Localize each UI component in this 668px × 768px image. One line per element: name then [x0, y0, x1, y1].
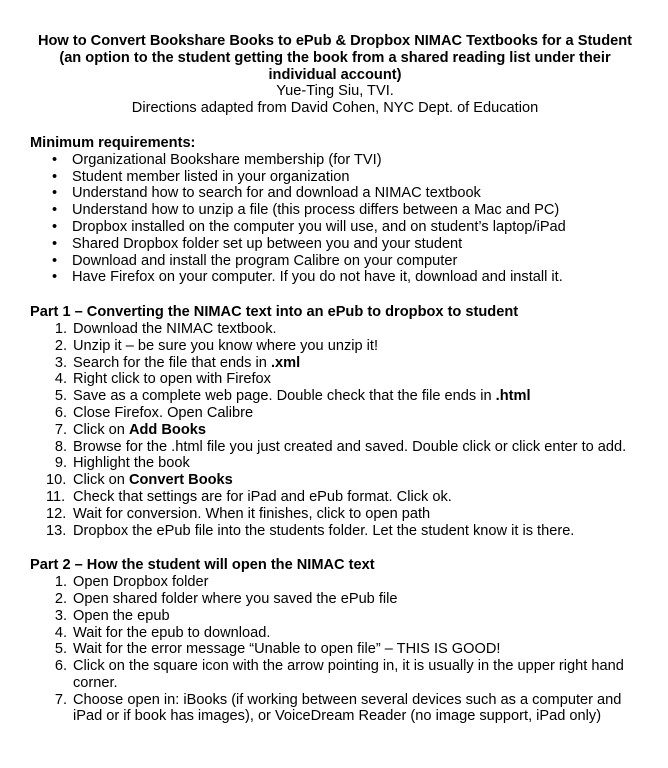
spacer — [30, 539, 640, 557]
step-text: Close Firefox. Open Calibre — [73, 404, 254, 421]
step-number: 13. — [46, 522, 67, 539]
step-text-line-2: corner. — [73, 674, 118, 691]
step-text-line-1: Choose open in: iBooks (if working between several devices such as a computer and — [73, 691, 622, 708]
step-item — [30, 472, 640, 489]
part2-heading: Part 2 – How the student will open the NIMAC text — [30, 557, 375, 574]
list-item-text: Dropbox installed on the computer you will use, and on student’s laptop/iPad — [72, 218, 566, 235]
step-text: Wait for conversion. When it finishes, click to open path — [73, 505, 431, 522]
bullet-icon: • — [52, 168, 58, 185]
bullet-icon: • — [52, 185, 58, 202]
step-item — [30, 388, 640, 405]
step-text: Click on — [73, 472, 129, 489]
step-item — [30, 658, 640, 692]
requirements-heading: Minimum requirements: — [30, 134, 196, 151]
step-text: Wait for the error message “Unable to open file” – THIS IS GOOD! — [73, 641, 501, 658]
step-text: Open shared folder where you saved the ePub file — [73, 590, 398, 607]
step-number: 6. — [54, 658, 67, 675]
step-text: Unzip it – be sure you know where you unzip it! — [73, 337, 379, 354]
step-text: Right click to open with Firefox — [73, 371, 271, 388]
part1-section — [30, 304, 640, 539]
step-number: 2. — [54, 337, 67, 354]
step-item — [30, 692, 640, 726]
step-number: 9. — [54, 455, 67, 472]
list-item — [30, 152, 640, 169]
requirements-section — [30, 135, 640, 286]
step-item — [30, 422, 640, 439]
spacer — [30, 117, 640, 135]
step-number: 1. — [54, 574, 67, 591]
list-item-text: Organizational Bookshare membership (for TVI) — [72, 151, 382, 168]
step-text-bold: Convert Books — [128, 472, 233, 489]
spacer — [30, 286, 640, 304]
step-number: 6. — [54, 404, 67, 421]
step-number: 3. — [54, 607, 67, 624]
step-text: Dropbox the ePub file into the students folder. Let the student know it is there. — [73, 522, 575, 539]
step-number: 5. — [54, 388, 67, 405]
title-line-2: (an option to the student getting the book from a shared reading list under their — [59, 49, 611, 66]
step-item — [30, 489, 640, 506]
step-number: 8. — [54, 438, 67, 455]
step-number: 5. — [54, 641, 67, 658]
step-item — [30, 523, 640, 540]
list-item-text: Student member listed in your organization — [72, 168, 350, 185]
step-text: Wait for the epub to download. — [73, 624, 271, 641]
part2-section — [30, 557, 640, 725]
bullet-icon: • — [52, 235, 58, 252]
bullet-icon: • — [52, 252, 58, 269]
list-item — [30, 236, 640, 253]
document-header — [30, 33, 640, 117]
title-line-1: How to Convert Bookshare Books to ePub & Dropbox NIMAC Textbooks for a Student — [37, 33, 633, 49]
list-item — [30, 185, 640, 202]
step-text-bold: .xml — [270, 354, 301, 371]
list-item-text: Have Firefox on your computer. If you do not have it, download and install it. — [72, 269, 563, 286]
step-number: 7. — [54, 421, 67, 438]
step-item — [30, 608, 640, 625]
step-number: 4. — [54, 624, 67, 641]
part2-steps — [30, 574, 640, 725]
step-item — [30, 371, 640, 388]
step-number: 7. — [54, 691, 67, 708]
part1-steps — [30, 321, 640, 539]
part1-heading: Part 1 – Converting the NIMAC text into an ePub to dropbox to student — [30, 304, 519, 321]
bullet-icon: • — [52, 151, 58, 168]
step-text: Browse for the .html file you just created and saved. Double click or click enter to add. — [73, 438, 627, 455]
step-text: Open Dropbox folder — [73, 574, 209, 591]
step-number: 10. — [46, 472, 67, 489]
step-number: 3. — [54, 354, 67, 371]
step-number: 12. — [46, 505, 67, 522]
step-text: Open the epub — [73, 607, 170, 624]
step-number: 2. — [54, 590, 67, 607]
step-text: Save as a complete web page. Double check that the file ends in — [73, 388, 496, 405]
list-item — [30, 219, 640, 236]
step-item — [30, 574, 640, 591]
step-number: 1. — [54, 320, 67, 337]
author: Yue-Ting Siu, TVI. — [276, 83, 394, 100]
step-text-line-1: Click on the square icon with the arrow pointing in, it is usually in the upper right hand — [73, 658, 624, 675]
step-text-bold: Add Books — [128, 421, 206, 438]
step-text-bold: .html — [495, 388, 531, 405]
step-item — [30, 439, 640, 456]
step-item — [30, 625, 640, 642]
list-item — [30, 253, 640, 270]
title-line-3: individual account) — [268, 66, 402, 83]
step-item — [30, 355, 640, 372]
list-item — [30, 169, 640, 186]
step-text: Check that settings are for iPad and ePub format. Click ok. — [73, 488, 452, 505]
step-item — [30, 591, 640, 608]
bullet-icon: • — [52, 202, 58, 219]
bullet-icon: • — [52, 269, 58, 286]
step-item — [30, 641, 640, 658]
step-number: 4. — [54, 371, 67, 388]
step-text-line-2: iPad or if book has images), or VoiceDream Reader (no image support, iPad only) — [73, 708, 602, 725]
step-item — [30, 405, 640, 422]
list-item — [30, 269, 640, 286]
list-item-text: Download and install the program Calibre on your computer — [72, 252, 458, 269]
list-item-text: Shared Dropbox folder set up between you and your student — [72, 235, 463, 252]
step-text: Download the NIMAC textbook. — [73, 320, 277, 337]
list-item — [30, 202, 640, 219]
step-item — [30, 506, 640, 523]
step-number: 11. — [46, 488, 66, 505]
step-text: Highlight the book — [73, 455, 190, 472]
requirements-list — [30, 152, 640, 286]
step-text: Click on — [73, 421, 129, 438]
step-item — [30, 338, 640, 355]
step-item — [30, 455, 640, 472]
step-item — [30, 321, 640, 338]
list-item-text: Understand how to unzip a file (this process differs between a Mac and PC) — [72, 202, 560, 219]
list-item-text: Understand how to search for and download a NIMAC textbook — [72, 185, 481, 202]
bullet-icon: • — [52, 218, 58, 235]
step-text: Search for the file that ends in — [73, 354, 271, 371]
credit: Directions adapted from David Cohen, NYC Dept. of Education — [131, 100, 539, 117]
